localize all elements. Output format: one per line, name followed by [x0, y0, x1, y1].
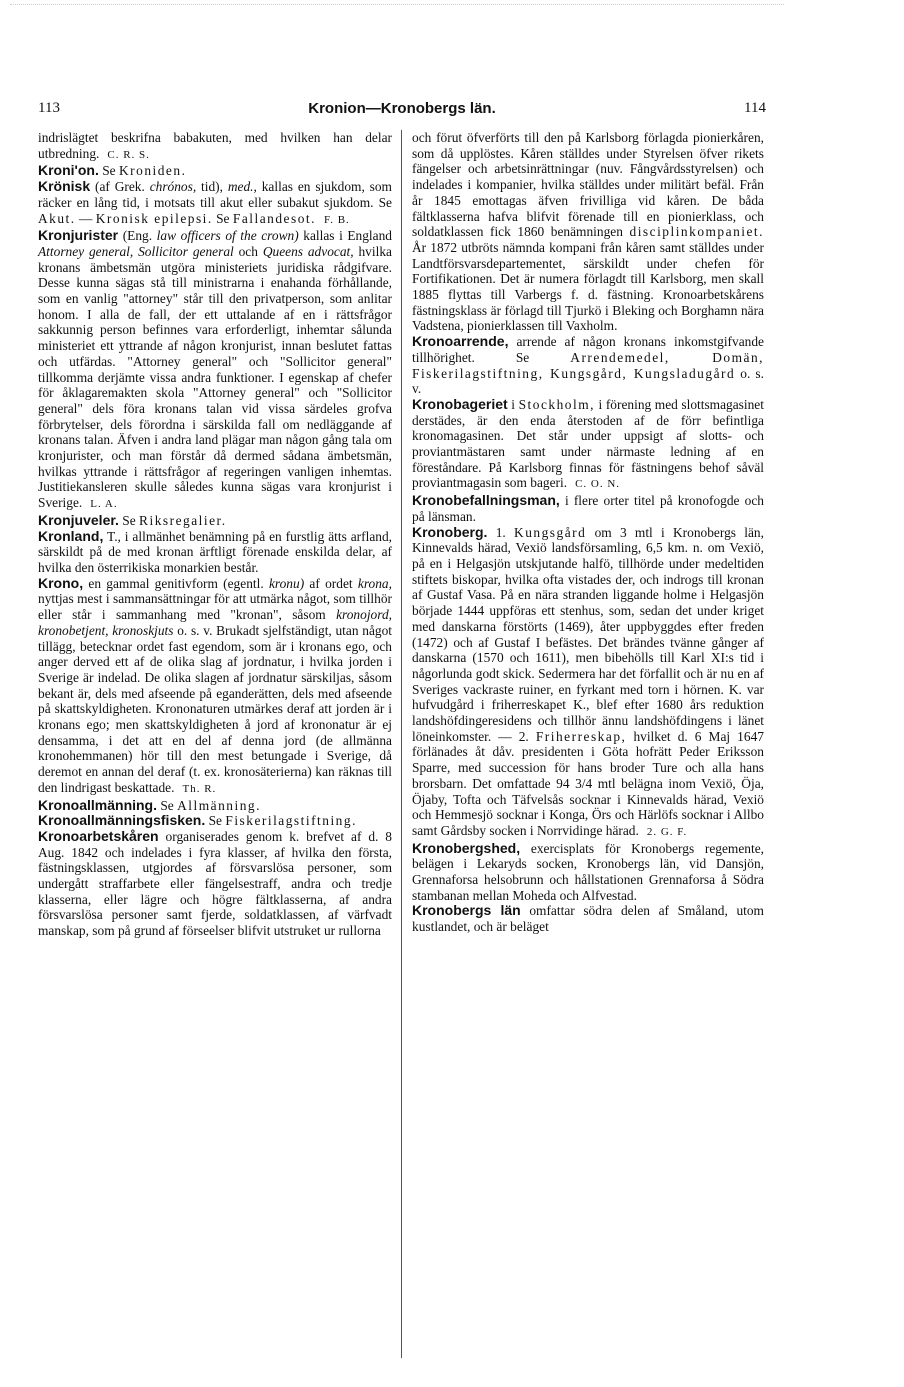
- author-signature: F. B.: [323, 213, 350, 226]
- cross-reference[interactable]: Kroniden.: [119, 163, 187, 179]
- page-header: [38, 100, 766, 122]
- entry-text: hvilka kronans ämbetsmän utgöra ministeriets juridiska rådgifvare. Desse kunna sägas stå till ministrarna i enahanda förhållande, som en vanlig "attorney" står till den privatperson, som anlitar honom. I alla de fall, der ett uttalande af en i rättsfrågor sakkunnig person befinnes vara erforderligt, inhemtar sålunda ministeriet ett yttrande af någon kronjurist, innan beslutet fattas och utfärdas. "Attorney general" och "Sollicitor general" tillkomma derjämte vissa andra funktioner. I egenskap af chefer för åklagaremakten skola "Attorney general" och "Sollicitor general" dels föra kronans talan vid vissa särdeles grofva förbrytelser, dels förordna i särskilda fall om nedläggande af kronans talan. Äfven i andra land plägar man någon gång tala om kronjurister, och man förstår då dermed sådana ämbetsmän, hvilkas yttrande i rättsfrågor af regeringen vanligen inhemtas. Justitiekansleren skulle således kunna sägas vara kronjurist i Sverige.: [38, 243, 392, 511]
- entry-kronland: [38, 529, 392, 576]
- entry-text: en gammal genitivform (egentl.: [88, 575, 264, 591]
- entry-text: arrende af någon kronans inkomstgifvande tillhörighet. Se: [412, 334, 764, 365]
- headword: Kronjurister: [38, 227, 119, 244]
- italic-term: chrónos,: [149, 179, 197, 195]
- author-signature: C. R. S.: [107, 148, 150, 161]
- running-title: Kronion—Kronobergs län.: [308, 100, 496, 117]
- entry-continuation: [412, 130, 764, 334]
- entry-text: omfattar södra delen af Småland, utom kustlandet, och är beläget: [412, 903, 764, 935]
- cross-reference[interactable]: Allmänning.: [177, 797, 261, 813]
- entry-krono: [38, 576, 392, 798]
- entry-kronisk: [38, 179, 392, 228]
- cross-reference[interactable]: Riksregalier.: [139, 512, 227, 528]
- headword: Kronoarbetskåren: [38, 827, 159, 844]
- entry-text: År 1872 utbröts nämnda kompani från kåren samt ställdes under Landtförsvarsdepartementet, särskildt under chefen för Fortifikationen. Det är numera förlagdt till Karlsborg, men skall 1885 flyttas till Varbergs f. d. fästning. Kronoarbetskårens fästningsklass är förlagd till Tjurkö i Bleking och Borghamn nära Vadstena, pionierklassen till Vaxholm.: [412, 239, 764, 334]
- headword: Kroni'on.: [38, 162, 99, 179]
- cross-reference[interactable]: Stockholm,: [518, 396, 595, 412]
- scan-edge-line: [10, 4, 784, 6]
- headword: Kronobageriet: [412, 395, 508, 412]
- entry-text: —: [79, 210, 93, 226]
- headword: Kronoberg.: [412, 523, 488, 540]
- cross-reference[interactable]: Kronisk epilepsi.: [95, 210, 213, 226]
- headword: Krönisk: [38, 178, 91, 195]
- italic-term: Queens advocat,: [262, 243, 354, 259]
- entry-text: i flere orter titel på kronofogde och på länsman.: [412, 493, 764, 524]
- entry-kronobergshed: [412, 841, 764, 904]
- entry-kronion: [38, 163, 392, 179]
- author-signature: C. O. N.: [575, 478, 621, 491]
- headword: Kronoallmänningsfisken.: [38, 812, 206, 829]
- headword: Kronland,: [38, 527, 104, 544]
- entry-text: i: [511, 396, 515, 412]
- entry-text: (Eng.: [122, 228, 153, 244]
- entry-kronobefallningsman: [412, 493, 764, 524]
- entry-text: (af Grek.: [94, 179, 145, 195]
- cross-reference[interactable]: Fallandesot.: [232, 210, 316, 226]
- entry-continuation: [38, 130, 392, 163]
- entry-text: T., i allmänhet benämning på en furstlig ätts arfland, särskildt på de med kronan ärftligt förenade enskilda delar, af hvilka den österrikiska monarkien består.: [38, 528, 392, 575]
- entry-kronoarrende: [412, 334, 764, 397]
- entry-kronoallmanningsfisken: [38, 813, 392, 829]
- entry-text: exercisplats för Kronobergs regemente, belägen i Lekaryds socken, Kronobergs län, vid Dansjön, Grennaforsa helsobrunn och hållstationen Grennaforsa å Södra stambanan mellan Moheda och Alfvestad.: [412, 840, 764, 903]
- entry-text: och förut öfverförts till den på Karlsborg förlagda pionierkåren, som då upplöstes. Kåren ställdes under Styrelsen öfver rikets fängelser och arbetsinrättningar (nuv. Fångvårdsstyrelsen) och indelades i kompanier, hvilka ställdes under militärt befäl. Från år 1845 emottagas äfven frivilliga vid kåren. De båda fältklasserna hafva blifvit förenade till en pionierklass, och soldatklassen fick 1860 benämningen: [412, 130, 764, 240]
- entry-text: och: [238, 243, 258, 259]
- headword: Krono,: [38, 574, 84, 591]
- italic-term: krona,: [357, 575, 392, 591]
- entry-text: hvilket d. 6 Maj 1647 förlänades åt dåv. presidenten i Göta hofrätt Peder Eriksson Sparre, med succession för hans broder Ture och alla hans brorsbarn. Det omfattade 94 3/4 mtl belägna inom Vexiö, Öja, Öjaby, Tofta och Täfvelsås socknar i Kinnevalds härad, Vexiö och Hemmesjö socknar i Konga, Örs och Härlöfs socknar i Allbo samt Gårdsby socken i Norrvidinge härad.: [412, 728, 764, 838]
- entry-text: Se: [102, 163, 116, 179]
- cross-reference[interactable]: Arrendemedel, Domän, Fiskerilagstiftning, Kungsgård, Kungsladugård: [412, 349, 764, 381]
- headword: Kronobergshed,: [412, 839, 521, 856]
- entry-text: nyttjas mest i sammansättningar för att utmärka något, som tillhör eller står i sammanhang med "kronan", såsom: [38, 591, 392, 623]
- left-column: [38, 130, 392, 939]
- entry-text: Se: [122, 512, 136, 528]
- entry-text: tid),: [201, 179, 223, 195]
- italic-term: law officers of the crown): [156, 228, 299, 244]
- entry-text: Se: [160, 797, 174, 813]
- headword: Kronobergs län: [412, 902, 521, 919]
- entry-text: o. s. v.: [412, 365, 764, 397]
- entry-text: om 3 mtl i Kronobergs län, Kinnevalds härad, Vexiö landsförsamling, 6,5 km. n. om Vexiö, på en i Helgasjön utskjutande halfö, tillhörde under medeltiden stiftets biskopar, hvilka ofta vistades der, och indrogs till kronan af Gustaf Vasa. På en nära stranden liggande holme i Helgasjön började 1444 uppföras ett stenhus, som, sedan det under kriget med danskarna förstörts (1469), åter uppbyggdes efter freden (1472) och af Gustaf I befästes. Det brändes tvänne gånger af danskarna (1570 och 1611), men bibehölls till Karl XI:s tid i någorlunda godt skick. Sedermera har det förfallit och är nu en af Sveriges vackraste ruiner, en fyrkant med torn i hörnen. K. var hufvudgård i friherreskapet K., blef efter 1680 års reduktion landshöfdingeresidens och tillhör ännu landshöfdingens i länet löneinkomster. — 2.: [412, 524, 764, 744]
- spaced-term: disciplinkompaniet.: [629, 224, 764, 240]
- italic-term: kronu): [268, 575, 305, 591]
- entry-text: indrislägtet beskrifna babakuten, med hvilken han delar utbredning.: [38, 130, 392, 161]
- entry-text: kallas i England: [303, 228, 392, 244]
- italic-term: Attorney general, Sollicitor general: [38, 243, 234, 259]
- page-number-left: 113: [38, 100, 60, 116]
- headword: Kronoallmänning.: [38, 796, 157, 813]
- entry-text: Se: [208, 813, 223, 829]
- entry-text: Se: [216, 210, 230, 226]
- cross-reference[interactable]: Fiskerilagstiftning.: [225, 813, 357, 829]
- entry-kronobageriet: [412, 397, 764, 493]
- entry-kronobergs-lan: [412, 903, 764, 934]
- entry-text: i förening med slottsmagasinet derstädes, är den enda återstoden af de förr befintliga kronomagasinen. Det står under uppsigt af slotts- och proviantmästaren samt under närmaste ledning af en föreståndare. På Karlsborg finnas för fästningens behof såväl proviantmagasin som bageri.: [412, 396, 764, 491]
- column-divider: [401, 130, 402, 1358]
- entry-kronoberg: [412, 525, 764, 841]
- entry-kronoarbetskaren: [38, 829, 392, 939]
- entry-kronoallmanning: [38, 798, 392, 814]
- cross-reference[interactable]: Akut.: [38, 210, 76, 226]
- headword: Kronjuveler.: [38, 511, 119, 528]
- author-signature: L. A.: [90, 498, 118, 511]
- entry-kronjurister: [38, 228, 392, 513]
- italic-term: med.,: [227, 179, 257, 195]
- cross-reference[interactable]: Friherreskap,: [535, 728, 627, 744]
- page-number-right: 114: [744, 100, 766, 116]
- entry-text: organiserades genom k. brefvet af d. 8 Aug. 1842 och indelades i fyra klasser, af hvilka den första, fästningsklassen, utgjordes af försvarslösa personer, som undergått straffarbete eller fängelsestraff, andra och tredje klasserna, eller lägre och högre fältklasserna, af andra försvarslösa personer samt fjerde, soldatklassen, af värfvadt manskap, som på grund af förseelser blifvit utstruket ur rullorna: [38, 828, 392, 939]
- entry-text: kallas en sjukdom, som räcker en lång tid, i motsats till akut eller subakut sjukdom. Se: [38, 179, 392, 210]
- entry-kronjuveler: [38, 513, 392, 529]
- italic-term: kronojord, kronobetjent, kronoskjuts: [38, 607, 392, 638]
- author-signature: Th. R.: [182, 782, 217, 795]
- right-column: [412, 130, 764, 935]
- entry-text: af ordet: [309, 575, 353, 591]
- entry-text: o. s. v. Brukadt sjelfständigt, utan något tillägg, betecknar ordet fast egendom, som är i kronans ego, och anger derved ett af de olika slag af jordnatur, i hvilka jorden i Sverige är indelad. De olika slagen af jordnatur särskiljas, såsom bekant är, dels med afseende på eganderätten, dels med afseende på skattskyldigheten. Krononaturen utmärkes deraf att jorden är i kronans ego; men skattskyldigheten å jord af krononatur är ej densamma, i det att en del af denna jord (de allmänna kronohemmanen) hör till den mest betungade i Sverige, då deremot en annan del deraf (t. ex. kronosäterierna) kan räknas till den lindrigast beskattade.: [38, 622, 393, 795]
- author-signature: 2. G. F.: [646, 825, 688, 838]
- headword: Kronobefallningsman,: [412, 492, 560, 509]
- cross-reference[interactable]: Kungsgård: [514, 524, 587, 540]
- headword: Kronoarrende,: [412, 333, 509, 350]
- entry-text: 1.: [495, 524, 506, 540]
